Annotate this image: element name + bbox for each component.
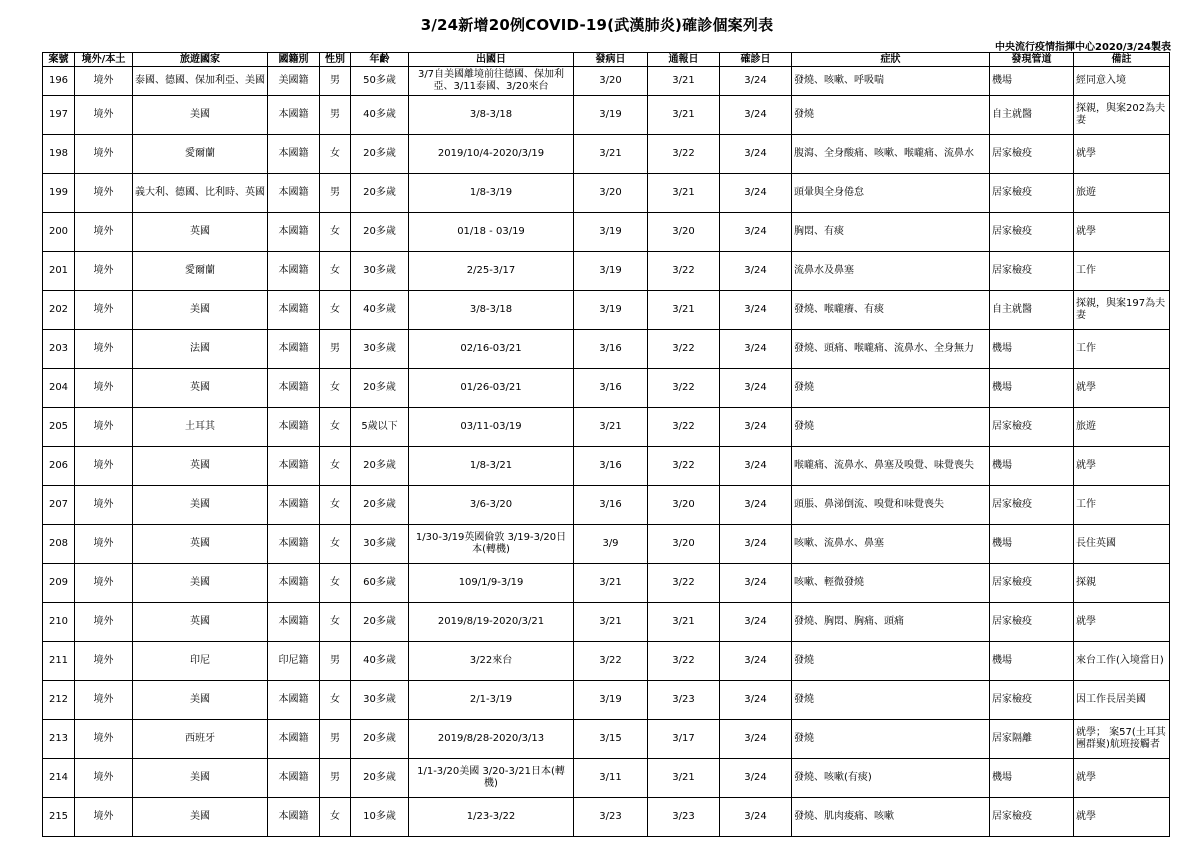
confirm-date-cell: 3/24 — [720, 96, 792, 135]
travel-countries-cell: 義大利、德國、比利時、英國 — [133, 174, 268, 213]
report-date-cell: 3/20 — [648, 486, 720, 525]
confirm-date-cell: 3/24 — [720, 681, 792, 720]
origin-cell: 境外 — [75, 330, 133, 369]
sex-cell: 女 — [320, 135, 351, 174]
nationality-cell: 本國籍 — [268, 681, 320, 720]
nationality-cell: 美國籍 — [268, 67, 320, 96]
table-row — [43, 642, 1170, 681]
origin-cell: 境外 — [75, 681, 133, 720]
page-title: 3/24新增20例COVID-19(武漢肺炎)確診個案列表 — [420, 16, 774, 34]
nationality-cell: 本國籍 — [268, 564, 320, 603]
onset-date-cell: 3/19 — [574, 96, 648, 135]
origin-cell: 境外 — [75, 720, 133, 759]
report-date-cell: 3/22 — [648, 369, 720, 408]
table-row — [43, 213, 1170, 252]
travel-dates-cell: 3/8-3/18 — [409, 291, 574, 330]
symptoms-cell: 發燒 — [792, 642, 990, 681]
case-table — [42, 52, 1170, 837]
origin-cell: 境外 — [75, 67, 133, 96]
confirm-date-cell: 3/24 — [720, 642, 792, 681]
note-cell: 工作 — [1074, 330, 1170, 369]
table-row — [43, 564, 1170, 603]
table-row — [43, 486, 1170, 525]
table-row — [43, 291, 1170, 330]
detection-channel-cell: 居家檢疫 — [990, 408, 1074, 447]
col-confirm-header: 確診日 — [720, 53, 792, 67]
origin-cell: 境外 — [75, 642, 133, 681]
age-cell: 40多歲 — [351, 96, 409, 135]
symptoms-cell: 發燒、咳嗽(有痰) — [792, 759, 990, 798]
nationality-cell: 本國籍 — [268, 525, 320, 564]
table-row — [43, 720, 1170, 759]
nationality-cell: 本國籍 — [268, 486, 320, 525]
confirm-date-cell: 3/24 — [720, 408, 792, 447]
symptoms-cell: 腹瀉、全身酸痛、咳嗽、喉嚨痛、流鼻水 — [792, 135, 990, 174]
age-cell: 20多歲 — [351, 603, 409, 642]
case-id-cell: 202 — [43, 291, 75, 330]
symptoms-cell: 發燒、肌肉痠痛、咳嗽 — [792, 798, 990, 837]
sex-cell: 女 — [320, 564, 351, 603]
age-cell: 40多歲 — [351, 642, 409, 681]
note-cell: 來台工作(入境當日) — [1074, 642, 1170, 681]
nationality-cell: 本國籍 — [268, 213, 320, 252]
table-row — [43, 798, 1170, 837]
table-row — [43, 67, 1170, 96]
sex-cell: 女 — [320, 252, 351, 291]
confirm-date-cell: 3/24 — [720, 369, 792, 408]
travel-dates-cell: 109/1/9-3/19 — [409, 564, 574, 603]
table-row — [43, 135, 1170, 174]
age-cell: 40多歲 — [351, 291, 409, 330]
travel-dates-cell: 1/8-3/21 — [409, 447, 574, 486]
nationality-cell: 本國籍 — [268, 96, 320, 135]
detection-channel-cell: 機場 — [990, 330, 1074, 369]
nationality-cell: 本國籍 — [268, 408, 320, 447]
table-row — [43, 252, 1170, 291]
symptoms-cell: 咳嗽、輕微發燒 — [792, 564, 990, 603]
age-cell: 20多歲 — [351, 135, 409, 174]
table-row — [43, 174, 1170, 213]
origin-cell: 境外 — [75, 213, 133, 252]
age-cell: 60多歲 — [351, 564, 409, 603]
case-id-cell: 213 — [43, 720, 75, 759]
confirm-date-cell: 3/24 — [720, 213, 792, 252]
case-id-cell: 203 — [43, 330, 75, 369]
report-date-cell: 3/21 — [648, 174, 720, 213]
nationality-cell: 本國籍 — [268, 759, 320, 798]
report-date-cell: 3/22 — [648, 447, 720, 486]
origin-cell: 境外 — [75, 135, 133, 174]
case-id-cell: 212 — [43, 681, 75, 720]
travel-countries-cell: 印尼 — [133, 642, 268, 681]
sex-cell: 女 — [320, 447, 351, 486]
col-sex-header: 性別 — [320, 53, 351, 67]
col-report-header: 通報日 — [648, 53, 720, 67]
case-id-cell: 204 — [43, 369, 75, 408]
case-id-cell: 210 — [43, 603, 75, 642]
symptoms-cell: 胸悶、有痰 — [792, 213, 990, 252]
sex-cell: 男 — [320, 642, 351, 681]
col-countries-header: 旅遊國家 — [133, 53, 268, 67]
travel-countries-cell: 英國 — [133, 603, 268, 642]
onset-date-cell: 3/19 — [574, 213, 648, 252]
travel-countries-cell: 英國 — [133, 213, 268, 252]
sex-cell: 女 — [320, 408, 351, 447]
travel-countries-cell: 泰國、德國、保加利亞、美國 — [133, 67, 268, 96]
confirm-date-cell: 3/24 — [720, 447, 792, 486]
report-date-cell: 3/22 — [648, 135, 720, 174]
sex-cell: 女 — [320, 291, 351, 330]
case-id-cell: 208 — [43, 525, 75, 564]
report-date-cell: 3/23 — [648, 798, 720, 837]
symptoms-cell: 發燒 — [792, 369, 990, 408]
sex-cell: 男 — [320, 330, 351, 369]
report-date-cell: 3/17 — [648, 720, 720, 759]
travel-dates-cell: 2/25-3/17 — [409, 252, 574, 291]
symptoms-cell: 頭脹、鼻涕倒流、嗅覺和味覺喪失 — [792, 486, 990, 525]
note-cell: 工作 — [1074, 486, 1170, 525]
travel-countries-cell: 美國 — [133, 96, 268, 135]
note-cell: 探親，與案197為夫妻 — [1074, 291, 1170, 330]
origin-cell: 境外 — [75, 798, 133, 837]
note-cell: 探親，與案202為夫妻 — [1074, 96, 1170, 135]
case-id-cell: 200 — [43, 213, 75, 252]
origin-cell: 境外 — [75, 447, 133, 486]
origin-cell: 境外 — [75, 369, 133, 408]
travel-dates-cell: 2019/10/4-2020/3/19 — [409, 135, 574, 174]
note-cell: 就學 — [1074, 798, 1170, 837]
note-cell: 旅遊 — [1074, 174, 1170, 213]
report-date-cell: 3/21 — [648, 759, 720, 798]
age-cell: 20多歲 — [351, 447, 409, 486]
report-date-cell: 3/20 — [648, 213, 720, 252]
note-cell: 探親 — [1074, 564, 1170, 603]
confirm-date-cell: 3/24 — [720, 486, 792, 525]
detection-channel-cell: 居家檢疫 — [990, 603, 1074, 642]
col-channel-header: 發現管道 — [990, 53, 1074, 67]
travel-countries-cell: 英國 — [133, 447, 268, 486]
report-date-cell: 3/23 — [648, 681, 720, 720]
travel-dates-cell: 1/8-3/19 — [409, 174, 574, 213]
note-cell: 就學 — [1074, 369, 1170, 408]
travel-countries-cell: 愛爾蘭 — [133, 135, 268, 174]
col-travel-dates-header: 出國日 — [409, 53, 574, 67]
note-cell: 工作 — [1074, 252, 1170, 291]
symptoms-cell: 流鼻水及鼻塞 — [792, 252, 990, 291]
detection-channel-cell: 居家檢疫 — [990, 564, 1074, 603]
note-cell: 因工作長居美國 — [1074, 681, 1170, 720]
table-row — [43, 681, 1170, 720]
detection-channel-cell: 機場 — [990, 447, 1074, 486]
report-date-cell: 3/21 — [648, 96, 720, 135]
onset-date-cell: 3/21 — [574, 408, 648, 447]
symptoms-cell: 發燒、胸悶、胸痛、頭痛 — [792, 603, 990, 642]
symptoms-cell: 發燒 — [792, 408, 990, 447]
confirm-date-cell: 3/24 — [720, 525, 792, 564]
confirm-date-cell: 3/24 — [720, 174, 792, 213]
detection-channel-cell: 居家隔離 — [990, 720, 1074, 759]
col-age-header: 年齡 — [351, 53, 409, 67]
nationality-cell: 本國籍 — [268, 291, 320, 330]
travel-countries-cell: 土耳其 — [133, 408, 268, 447]
onset-date-cell: 3/19 — [574, 681, 648, 720]
symptoms-cell: 頭暈與全身倦怠 — [792, 174, 990, 213]
travel-countries-cell: 英國 — [133, 369, 268, 408]
age-cell: 30多歲 — [351, 525, 409, 564]
travel-countries-cell: 法國 — [133, 330, 268, 369]
confirm-date-cell: 3/24 — [720, 759, 792, 798]
confirm-date-cell: 3/24 — [720, 720, 792, 759]
confirm-date-cell: 3/24 — [720, 798, 792, 837]
table-header-row — [43, 53, 1170, 67]
age-cell: 20多歲 — [351, 759, 409, 798]
onset-date-cell: 3/19 — [574, 252, 648, 291]
age-cell: 10多歲 — [351, 798, 409, 837]
onset-date-cell: 3/16 — [574, 447, 648, 486]
report-date-cell: 3/22 — [648, 564, 720, 603]
note-cell: 就學 — [1074, 603, 1170, 642]
col-note-header: 備註 — [1074, 53, 1170, 67]
nationality-cell: 本國籍 — [268, 603, 320, 642]
nationality-cell: 本國籍 — [268, 798, 320, 837]
origin-cell: 境外 — [75, 252, 133, 291]
age-cell: 20多歲 — [351, 486, 409, 525]
table-row — [43, 447, 1170, 486]
sex-cell: 女 — [320, 213, 351, 252]
sex-cell: 女 — [320, 603, 351, 642]
onset-date-cell: 3/15 — [574, 720, 648, 759]
report-date-cell: 3/22 — [648, 330, 720, 369]
onset-date-cell: 3/11 — [574, 759, 648, 798]
travel-dates-cell: 02/16-03/21 — [409, 330, 574, 369]
symptoms-cell: 咳嗽、流鼻水、鼻塞 — [792, 525, 990, 564]
travel-dates-cell: 1/1-3/20美國 3/20-3/21日本(轉機) — [409, 759, 574, 798]
note-cell: 就學 — [1074, 135, 1170, 174]
origin-cell: 境外 — [75, 486, 133, 525]
detection-channel-cell: 機場 — [990, 642, 1074, 681]
report-date-cell: 3/22 — [648, 642, 720, 681]
table-body — [43, 67, 1170, 837]
report-date-cell: 3/21 — [648, 291, 720, 330]
nationality-cell: 本國籍 — [268, 720, 320, 759]
col-nationality-header: 國籍別 — [268, 53, 320, 67]
report-date-cell: 3/21 — [648, 67, 720, 96]
origin-cell: 境外 — [75, 525, 133, 564]
detection-channel-cell: 居家檢疫 — [990, 681, 1074, 720]
confirm-date-cell: 3/24 — [720, 135, 792, 174]
onset-date-cell: 3/21 — [574, 135, 648, 174]
table-row — [43, 96, 1170, 135]
travel-countries-cell: 美國 — [133, 798, 268, 837]
nationality-cell: 本國籍 — [268, 447, 320, 486]
onset-date-cell: 3/16 — [574, 330, 648, 369]
travel-dates-cell: 1/30-3/19英國倫敦 3/19-3/20日本(轉機) — [409, 525, 574, 564]
case-id-cell: 207 — [43, 486, 75, 525]
symptoms-cell: 喉嚨痛、流鼻水、鼻塞及嗅覺、味覺喪失 — [792, 447, 990, 486]
origin-cell: 境外 — [75, 96, 133, 135]
note-cell: 就學 — [1074, 213, 1170, 252]
onset-date-cell: 3/21 — [574, 564, 648, 603]
onset-date-cell: 3/21 — [574, 603, 648, 642]
travel-countries-cell: 英國 — [133, 525, 268, 564]
col-onset-header: 發病日 — [574, 53, 648, 67]
table-row — [43, 603, 1170, 642]
confirm-date-cell: 3/24 — [720, 603, 792, 642]
onset-date-cell: 3/16 — [574, 486, 648, 525]
nationality-cell: 本國籍 — [268, 174, 320, 213]
report-date-cell: 3/21 — [648, 603, 720, 642]
travel-countries-cell: 西班牙 — [133, 720, 268, 759]
table-row — [43, 330, 1170, 369]
travel-dates-cell: 2019/8/19-2020/3/21 — [409, 603, 574, 642]
confirm-date-cell: 3/24 — [720, 291, 792, 330]
case-id-cell: 211 — [43, 642, 75, 681]
sex-cell: 男 — [320, 174, 351, 213]
confirm-date-cell: 3/24 — [720, 67, 792, 96]
age-cell: 20多歲 — [351, 174, 409, 213]
onset-date-cell: 3/22 — [574, 642, 648, 681]
travel-countries-cell: 愛爾蘭 — [133, 252, 268, 291]
travel-dates-cell: 3/6-3/20 — [409, 486, 574, 525]
onset-date-cell: 3/19 — [574, 291, 648, 330]
case-id-cell: 197 — [43, 96, 75, 135]
confirm-date-cell: 3/24 — [720, 564, 792, 603]
note-cell: 就學 — [1074, 447, 1170, 486]
nationality-cell: 印尼籍 — [268, 642, 320, 681]
origin-cell: 境外 — [75, 408, 133, 447]
onset-date-cell: 3/16 — [574, 369, 648, 408]
table-row — [43, 759, 1170, 798]
table-row — [43, 408, 1170, 447]
nationality-cell: 本國籍 — [268, 135, 320, 174]
symptoms-cell: 發燒 — [792, 681, 990, 720]
detection-channel-cell: 機場 — [990, 369, 1074, 408]
col-origin-header: 境外/本土 — [75, 53, 133, 67]
case-id-cell: 209 — [43, 564, 75, 603]
case-id-cell: 205 — [43, 408, 75, 447]
case-id-cell: 206 — [43, 447, 75, 486]
symptoms-cell: 發燒、頭痛、喉嚨痛、流鼻水、全身無力 — [792, 330, 990, 369]
case-id-cell: 201 — [43, 252, 75, 291]
origin-cell: 境外 — [75, 603, 133, 642]
detection-channel-cell: 居家檢疫 — [990, 174, 1074, 213]
detection-channel-cell: 居家檢疫 — [990, 252, 1074, 291]
case-id-cell: 198 — [43, 135, 75, 174]
travel-dates-cell: 3/8-3/18 — [409, 96, 574, 135]
table-row — [43, 525, 1170, 564]
detection-channel-cell: 居家檢疫 — [990, 135, 1074, 174]
note-cell: 就學； 案57(土耳其團群聚)航班接觸者 — [1074, 720, 1170, 759]
report-date-cell: 3/20 — [648, 525, 720, 564]
travel-dates-cell: 01/18 - 03/19 — [409, 213, 574, 252]
age-cell: 5歲以下 — [351, 408, 409, 447]
travel-countries-cell: 美國 — [133, 759, 268, 798]
detection-channel-cell: 居家檢疫 — [990, 486, 1074, 525]
note-cell: 長住英國 — [1074, 525, 1170, 564]
origin-cell: 境外 — [75, 759, 133, 798]
symptoms-cell: 發燒 — [792, 720, 990, 759]
nationality-cell: 本國籍 — [268, 330, 320, 369]
case-id-cell: 214 — [43, 759, 75, 798]
sex-cell: 女 — [320, 369, 351, 408]
onset-date-cell: 3/9 — [574, 525, 648, 564]
origin-cell: 境外 — [75, 291, 133, 330]
sex-cell: 女 — [320, 486, 351, 525]
travel-dates-cell: 3/7自美國離境前往德國、保加利亞、3/11泰國、3/20來台 — [409, 67, 574, 96]
note-cell: 就學 — [1074, 759, 1170, 798]
case-id-cell: 199 — [43, 174, 75, 213]
nationality-cell: 本國籍 — [268, 369, 320, 408]
detection-channel-cell: 居家檢疫 — [990, 798, 1074, 837]
detection-channel-cell: 自主就醫 — [990, 291, 1074, 330]
age-cell: 20多歲 — [351, 369, 409, 408]
confirm-date-cell: 3/24 — [720, 252, 792, 291]
age-cell: 30多歲 — [351, 252, 409, 291]
origin-cell: 境外 — [75, 564, 133, 603]
nationality-cell: 本國籍 — [268, 252, 320, 291]
onset-date-cell: 3/23 — [574, 798, 648, 837]
col-symptoms-header: 症狀 — [792, 53, 990, 67]
travel-countries-cell: 美國 — [133, 681, 268, 720]
sex-cell: 女 — [320, 798, 351, 837]
age-cell: 20多歲 — [351, 720, 409, 759]
sex-cell: 男 — [320, 720, 351, 759]
case-id-cell: 215 — [43, 798, 75, 837]
sex-cell: 男 — [320, 96, 351, 135]
travel-dates-cell: 2019/8/28-2020/3/13 — [409, 720, 574, 759]
sex-cell: 女 — [320, 525, 351, 564]
travel-dates-cell: 1/23-3/22 — [409, 798, 574, 837]
note-cell: 經同意入境 — [1074, 67, 1170, 96]
report-date-cell: 3/22 — [648, 252, 720, 291]
report-date-cell: 3/22 — [648, 408, 720, 447]
age-cell: 30多歲 — [351, 330, 409, 369]
case-id-cell: 196 — [43, 67, 75, 96]
table-row — [43, 369, 1170, 408]
travel-countries-cell: 美國 — [133, 564, 268, 603]
detection-channel-cell: 機場 — [990, 525, 1074, 564]
travel-dates-cell: 2/1-3/19 — [409, 681, 574, 720]
travel-dates-cell: 3/22來台 — [409, 642, 574, 681]
detection-channel-cell: 機場 — [990, 759, 1074, 798]
onset-date-cell: 3/20 — [574, 174, 648, 213]
col-case-id-header: 案號 — [43, 53, 75, 67]
travel-dates-cell: 03/11-03/19 — [409, 408, 574, 447]
source-note: 中央流行疫情指揮中心2020/3/24製表 — [994, 42, 1171, 53]
travel-countries-cell: 美國 — [133, 291, 268, 330]
confirm-date-cell: 3/24 — [720, 330, 792, 369]
detection-channel-cell: 自主就醫 — [990, 96, 1074, 135]
note-cell: 旅遊 — [1074, 408, 1170, 447]
symptoms-cell: 發燒 — [792, 96, 990, 135]
age-cell: 30多歲 — [351, 681, 409, 720]
symptoms-cell: 發燒、喉嚨癢、有痰 — [792, 291, 990, 330]
symptoms-cell: 發燒、咳嗽、呼吸喘 — [792, 67, 990, 96]
travel-countries-cell: 美國 — [133, 486, 268, 525]
age-cell: 20多歲 — [351, 213, 409, 252]
sex-cell: 女 — [320, 681, 351, 720]
detection-channel-cell: 居家檢疫 — [990, 213, 1074, 252]
age-cell: 50多歲 — [351, 67, 409, 96]
detection-channel-cell: 機場 — [990, 67, 1074, 96]
origin-cell: 境外 — [75, 174, 133, 213]
onset-date-cell: 3/20 — [574, 67, 648, 96]
travel-dates-cell: 01/26-03/21 — [409, 369, 574, 408]
sex-cell: 男 — [320, 67, 351, 96]
sex-cell: 男 — [320, 759, 351, 798]
